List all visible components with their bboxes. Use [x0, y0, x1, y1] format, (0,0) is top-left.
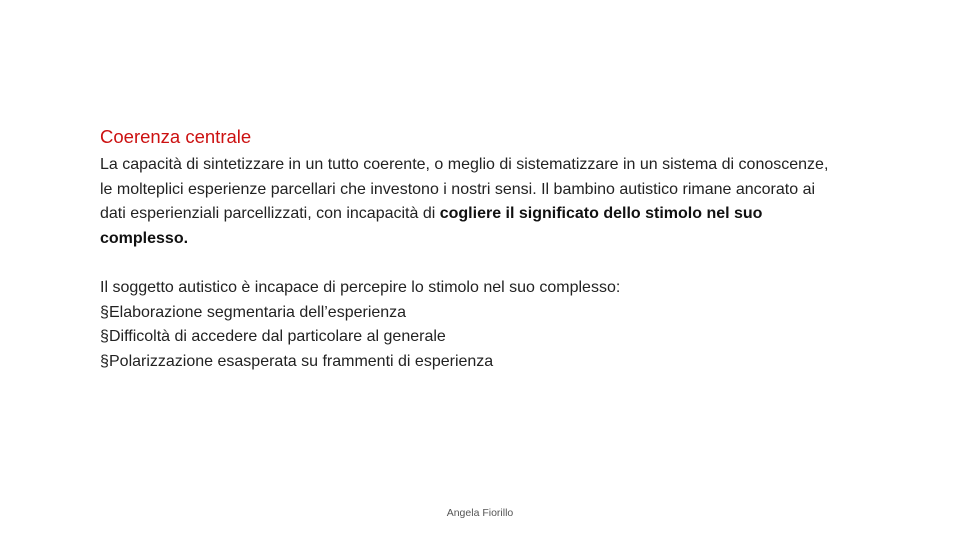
- definition-text: La capacità di sintetizzare in un tutto coerente, o meglio di sistematizzare in un sistema di conoscenze, le molteplici esperienze parcellari che investono i nostri sensi. Il bambino autistico rimane ancorato ai dati esperienziali parcellizzati, con incapacità di: [100, 156, 829, 222]
- slide-content: [100, 125, 840, 374]
- bullet-item: [100, 301, 840, 326]
- bullet-text: Elaborazione segmentaria dell’esperienza: [109, 303, 407, 321]
- bullet-text: Difficoltà di accedere dal particolare al generale: [109, 328, 446, 345]
- bullet-item: [100, 325, 840, 350]
- bullet-intro: Il soggetto autistico è incapace di percepire lo stimolo nel suo complesso:: [100, 279, 621, 296]
- slide-footer: Angela Fiorillo: [446, 507, 514, 519]
- bullet-text: Polarizzazione esasperata su frammenti di esperienza: [109, 352, 494, 370]
- definition-paragraph: [100, 153, 840, 251]
- bullet-item: [100, 350, 840, 375]
- bullet-marker: §: [100, 328, 109, 345]
- bullet-marker: §: [100, 303, 109, 321]
- slide-title: Coerenza centrale: [100, 126, 252, 147]
- bullet-marker: §: [100, 352, 109, 370]
- definition-bold-text: cogliere il significato dello stimolo nel suo complesso.: [100, 205, 763, 247]
- bullet-block: [100, 276, 840, 374]
